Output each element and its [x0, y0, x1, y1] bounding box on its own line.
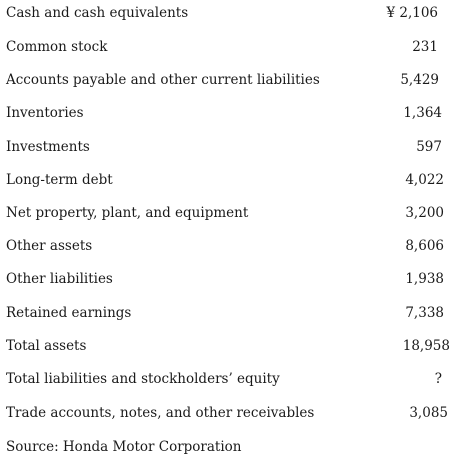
row-common-stock: [6, 31, 456, 64]
row-investments: [6, 131, 456, 164]
row-accounts-payable: [6, 64, 456, 97]
row-label: Total liabilities and stockholders’ equity: [6, 371, 280, 387]
row-value: 231: [412, 39, 438, 55]
row-value: 1,364: [403, 105, 442, 121]
row-net-ppe: [6, 197, 456, 230]
row-label: Total assets: [6, 338, 87, 354]
row-value: 5,429: [400, 72, 439, 88]
row-value: 8,606: [405, 238, 444, 254]
row-label: Other liabilities: [6, 271, 113, 287]
row-label: Inventories: [6, 105, 84, 121]
row-value: 4,022: [405, 172, 444, 188]
row-value: ?: [434, 371, 442, 387]
row-label: Long-term debt: [6, 172, 113, 188]
row-value: 597: [416, 139, 442, 155]
row-long-term-debt: [6, 164, 456, 197]
row-value: 3,200: [405, 205, 444, 221]
row-other-assets: [6, 230, 456, 263]
row-label: Retained earnings: [6, 305, 132, 321]
row-label: Accounts payable and other current liabilities: [6, 72, 320, 88]
row-label: Other assets: [6, 238, 93, 254]
row-retained-earnings: [6, 297, 456, 330]
row-inventories: [6, 97, 456, 130]
row-value: 7,338: [405, 305, 444, 321]
source-note: Source: Honda Motor Corporation: [6, 439, 242, 455]
row-value: 3,085: [409, 405, 448, 421]
row-label: Net property, plant, and equipment: [6, 205, 249, 221]
row-value: ¥ 2,106: [386, 5, 438, 21]
row-cash: [6, 0, 456, 30]
row-label: Trade accounts, notes, and other receivables: [6, 405, 315, 421]
row-total-liabilities-equity: [6, 363, 456, 396]
row-label: Investments: [6, 139, 90, 155]
row-value: 1,938: [405, 271, 444, 287]
row-other-liabilities: [6, 263, 456, 296]
row-trade-receivables: [6, 397, 456, 430]
row-label: Cash and cash equivalents: [6, 5, 189, 21]
row-value: 18,958: [402, 338, 450, 354]
row-label: Common stock: [6, 39, 108, 55]
row-total-assets: [6, 330, 456, 363]
